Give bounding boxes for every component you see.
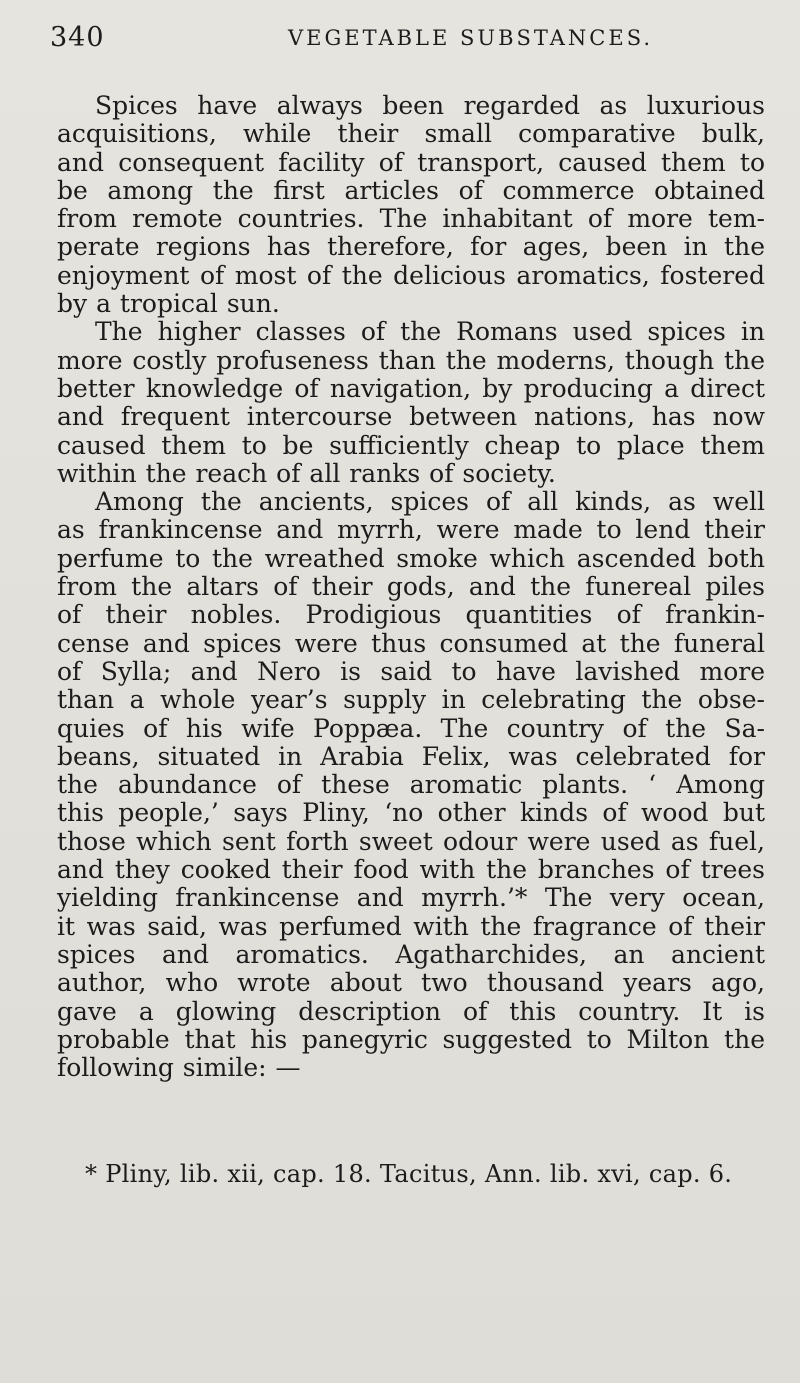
- text-line: perate regions has therefore, for ages, been in the: [57, 232, 765, 262]
- text-line: those which sent forth sweet odour were used as fuel,: [57, 826, 765, 856]
- text-line: Spices have always been regarded as luxurious: [95, 91, 765, 120]
- text-line: cense and spices were thus consumed at the funeral: [57, 628, 765, 658]
- text-line: this people,’ says Pliny, ‘no other kinds of wood but: [57, 798, 765, 828]
- text-line: The higher classes of the Romans used spices in: [95, 317, 765, 347]
- text-line: as frankincense and myrrh, were made to lend their: [57, 515, 765, 545]
- page-number: 340: [50, 22, 105, 53]
- running-head: [50, 22, 710, 58]
- text-line: more costly profuseness than the moderns, though the: [57, 345, 765, 375]
- text-line: gave a glowing description of this country. It is: [57, 996, 765, 1026]
- text-line: following simile: —: [57, 1053, 301, 1083]
- running-title: VEGETABLE SUBSTANCES.: [288, 26, 654, 50]
- text-line: author, who wrote about two thousand years ago,: [57, 968, 765, 998]
- text-line: better knowledge of navigation, by producing a direct: [57, 373, 765, 403]
- text-line: be among the first articles of commerce obtained: [57, 175, 765, 205]
- text-line: enjoyment of most of the delicious aromatics, fostered: [57, 260, 765, 290]
- text-line: and they cooked their food with the branches of trees: [57, 855, 765, 885]
- text-line: within the reach of all ranks of society.: [57, 458, 556, 488]
- text-line: caused them to be sufficiently cheap to place them: [57, 430, 765, 460]
- text-line: acquisitions, while their small comparative bulk,: [57, 119, 765, 149]
- text-line: quies of his wife Poppæa. The country of the Sa-: [57, 713, 765, 743]
- body-text: [57, 92, 765, 1082]
- text-line: than a whole year’s supply in celebrating the obse-: [57, 685, 765, 715]
- text-line: yielding frankincense and myrrh.’* The very ocean,: [57, 883, 765, 913]
- text-line: from remote countries. The inhabitant of more tem-: [57, 204, 765, 234]
- text-line: the abundance of these aromatic plants. ‘ Among: [57, 770, 765, 800]
- text-line: perfume to the wreathed smoke which ascended both: [57, 543, 765, 573]
- text-line: Among the ancients, spices of all kinds, as well: [95, 487, 765, 517]
- text-line: and consequent facility of transport, caused them to: [57, 147, 765, 177]
- text-line: probable that his panegyric suggested to Milton the: [57, 1024, 765, 1054]
- text-line: beans, situated in Arabia Felix, was celebrated for: [57, 741, 765, 771]
- text-line: of their nobles. Prodigious quantities of frankin-: [57, 600, 765, 630]
- text-line: by a tropical sun.: [57, 289, 280, 319]
- text-line: from the altars of their gods, and the funereal piles: [57, 572, 765, 602]
- text-line: and frequent intercourse between nations, has now: [57, 402, 765, 432]
- text-line: it was said, was perfumed with the fragrance of their: [57, 911, 765, 941]
- text-line: spices and aromatics. Agatharchides, an ancient: [57, 939, 765, 969]
- text-line: of Sylla; and Nero is said to have lavished more: [57, 656, 765, 686]
- footnote: * Pliny, lib. xii, cap. 18. Tacitus, Ann. lib. xvi, cap. 6.: [85, 1160, 733, 1188]
